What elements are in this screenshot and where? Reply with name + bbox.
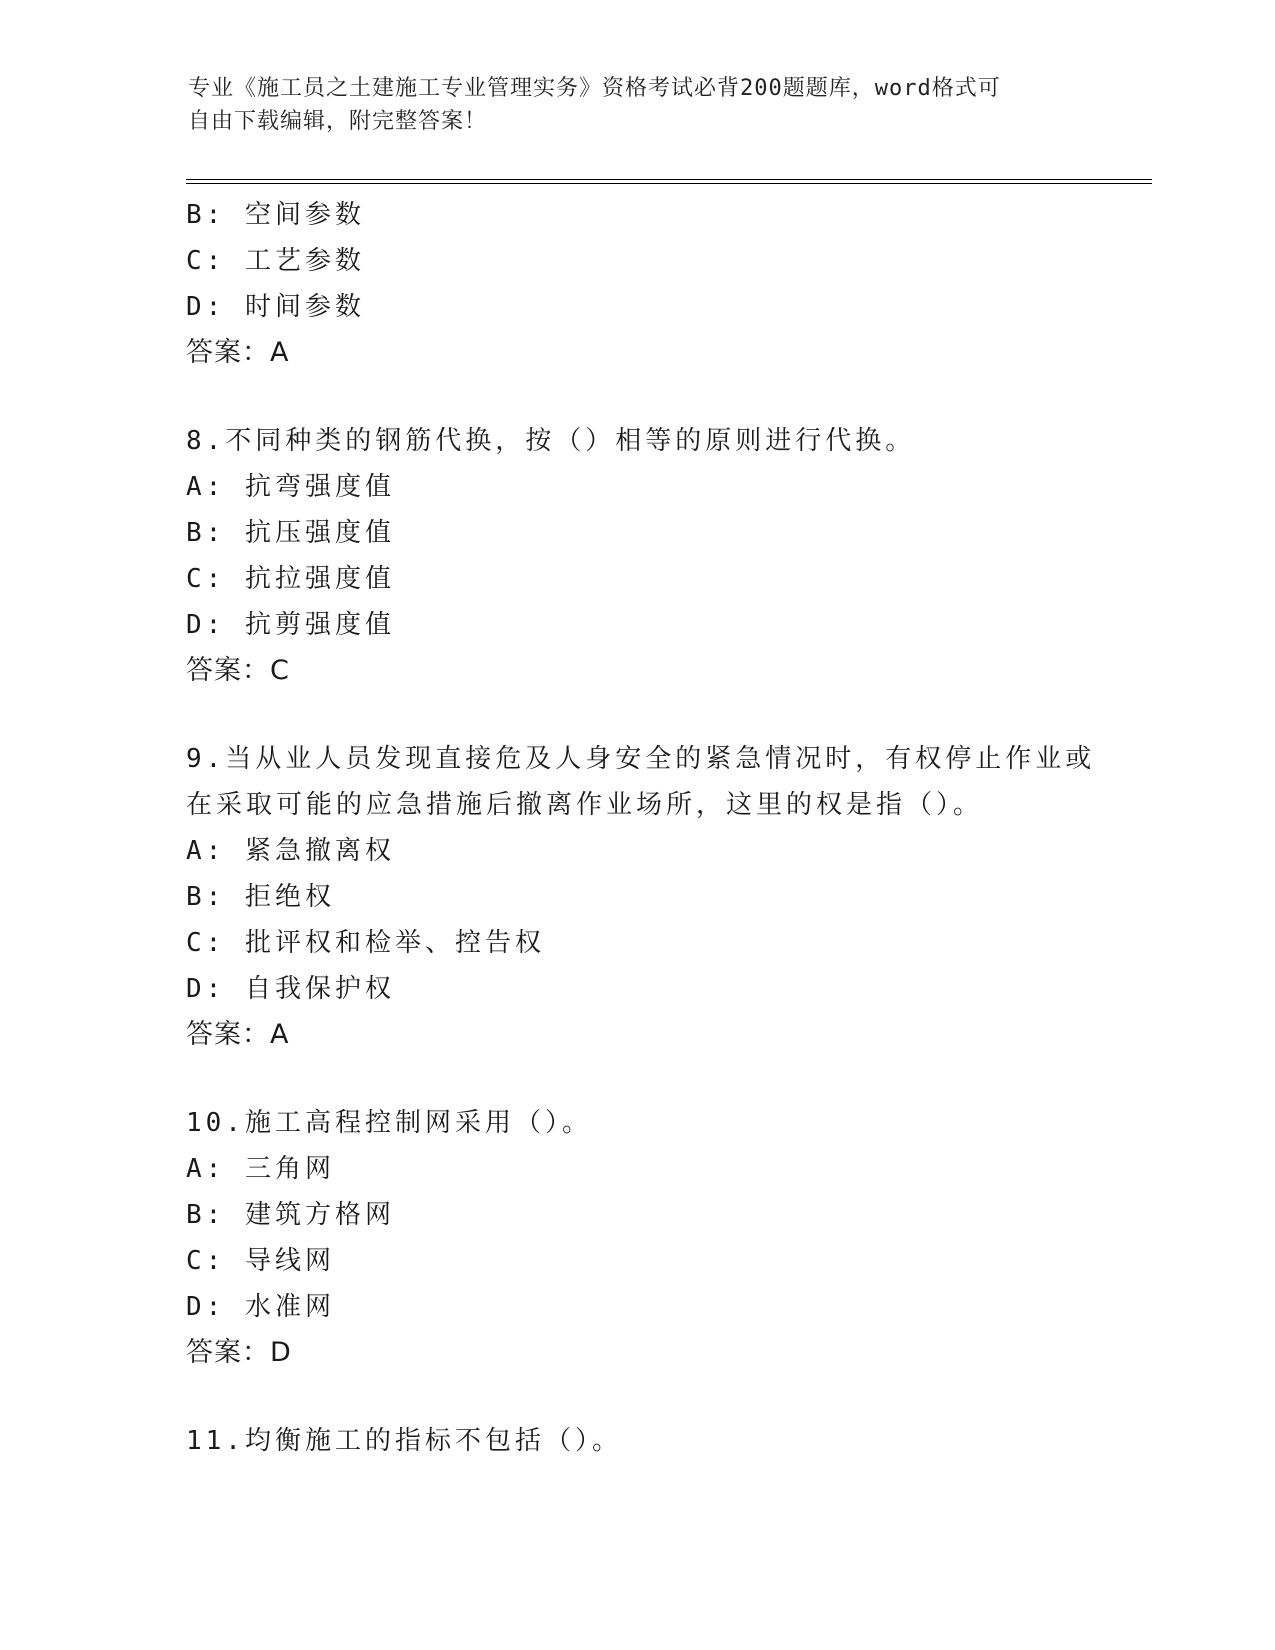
- question-block-7: [186, 192, 1086, 376]
- header-line-2: 自由下载编辑，附完整答案！: [188, 109, 488, 134]
- option-b: B: 拒绝权: [186, 882, 335, 912]
- option-d: D: 自我保护权: [186, 974, 395, 1004]
- option-a: A: 紧急撤离权: [186, 836, 395, 866]
- question-stem-line-1: 9.当从业人员发现直接危及人身安全的紧急情况时，有权停止作业或: [186, 744, 1096, 774]
- question-stem: 10.施工高程控制网采用（）。: [186, 1108, 592, 1138]
- question-stem-line-2: 在采取可能的应急措施后撤离作业场所，这里的权是指（）。: [186, 790, 984, 820]
- header-line-1: 专业《施工员之土建施工专业管理实务》资格考试必背200题题库，word格式可: [188, 76, 1001, 101]
- header-rule-bottom: [186, 183, 1152, 184]
- question-block-10: [186, 1100, 1086, 1376]
- spacer: [186, 694, 1086, 736]
- answer-line: 答案：A: [186, 1019, 290, 1050]
- option-d: D: 时间参数: [186, 292, 365, 322]
- option-a: A: 抗弯强度值: [186, 472, 395, 502]
- question-stem: 11.均衡施工的指标不包括（）。: [186, 1426, 622, 1456]
- question-block-9: [186, 736, 1096, 1058]
- question-block-8: [186, 418, 1086, 694]
- option-c: C: 批评权和检举、控告权: [186, 928, 545, 958]
- answer-line: 答案：C: [186, 655, 290, 686]
- option-c: C: 抗拉强度值: [186, 564, 395, 594]
- option-d: D: 抗剪强度值: [186, 610, 395, 640]
- option-d: D: 水准网: [186, 1292, 335, 1322]
- option-b: B: 建筑方格网: [186, 1200, 395, 1230]
- question-stem: 8.不同种类的钢筋代换，按（）相等的原则进行代换。: [186, 426, 916, 456]
- option-a: A: 三角网: [186, 1154, 335, 1184]
- answer-line: 答案：D: [186, 1337, 292, 1368]
- option-b: B: 抗压强度值: [186, 518, 395, 548]
- option-c: C: 工艺参数: [186, 246, 365, 276]
- option-b: B: 空间参数: [186, 200, 365, 230]
- header-rule-top: [186, 179, 1152, 180]
- answer-line: 答案：A: [186, 337, 290, 368]
- question-block-11: [186, 1418, 1086, 1464]
- option-c: C: 导线网: [186, 1246, 335, 1276]
- spacer: [186, 1376, 1086, 1418]
- spacer: [186, 1058, 1086, 1100]
- spacer: [186, 376, 1086, 418]
- question-list: [186, 192, 1096, 1464]
- document-header: [188, 72, 1068, 138]
